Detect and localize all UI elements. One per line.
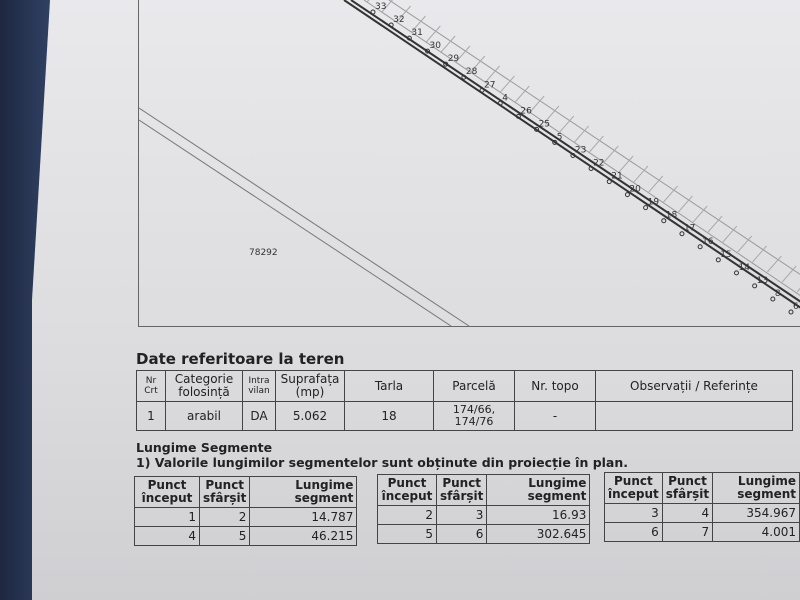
survey-point-label: 17 xyxy=(683,223,696,234)
segment-table-3 xyxy=(604,472,800,542)
header-nr-topo: Nr. topo xyxy=(515,371,596,402)
survey-point-label: 6 xyxy=(793,302,799,312)
cell-nr-crt: 1 xyxy=(137,402,166,431)
segments-subtitle: 1) Valorile lungimilor segmentelor sunt obținute din proiecție în plan. xyxy=(136,455,629,470)
cell-parcela: 174/66, 174/76 xyxy=(434,402,515,431)
hatch-mark xyxy=(723,226,737,242)
header-observatii: Observații / Referințe xyxy=(596,371,793,402)
survey-point-label: 21 xyxy=(611,171,623,182)
segment-header-row xyxy=(605,473,800,504)
survey-point-label: 18 xyxy=(665,210,678,221)
survey-point-label: 29 xyxy=(447,54,460,65)
parcel-boundary-line xyxy=(139,120,451,326)
survey-point-label: 28 xyxy=(465,67,478,78)
hatch-mark xyxy=(426,26,440,42)
survey-point-label: 5 xyxy=(556,132,563,143)
header-punct-sfarsit: Punct sfârșit xyxy=(200,477,250,508)
survey-point-label: 27 xyxy=(484,80,496,91)
cadastral-map xyxy=(138,0,800,327)
segment-table-2 xyxy=(377,474,590,544)
header-parcela: Parcelă xyxy=(434,371,515,402)
survey-point-label: 13 xyxy=(756,275,769,286)
cell-suprafata: 5.062 xyxy=(276,402,345,431)
survey-point-label: 14 xyxy=(738,262,750,273)
teren-section-title: Date referitoare la teren xyxy=(136,350,345,368)
survey-point-label: 15 xyxy=(720,249,732,260)
hatch-mark xyxy=(708,216,722,232)
survey-point-label: 32 xyxy=(393,15,405,26)
segment-row xyxy=(605,523,800,542)
survey-point-label: 25 xyxy=(538,119,551,130)
survey-point-label: 8 xyxy=(774,288,781,299)
teren-data-row xyxy=(137,402,793,431)
segment-row xyxy=(378,506,590,525)
survey-point-label: 22 xyxy=(593,158,605,169)
segment-table-1 xyxy=(134,476,357,546)
hatch-mark xyxy=(441,36,455,52)
teren-table xyxy=(136,370,793,431)
survey-point-label: 33 xyxy=(375,2,387,12)
hatch-mark xyxy=(782,266,796,282)
cell-length: 4.001 xyxy=(713,523,800,542)
hatch-mark xyxy=(693,206,707,222)
header-lungime: Lungime segment xyxy=(487,475,590,506)
segment-row xyxy=(135,508,357,527)
cell-length: 302.645 xyxy=(487,525,590,544)
map-drawing xyxy=(139,0,800,326)
cell-observatii xyxy=(596,402,793,431)
segment-header-row xyxy=(378,475,590,506)
survey-point-label: 31 xyxy=(411,28,423,39)
cell-end: 6 xyxy=(437,525,487,544)
cell-end: 3 xyxy=(437,506,487,525)
parcel-boundary-line xyxy=(139,108,469,326)
survey-point-label: 20 xyxy=(629,184,641,195)
cell-start: 6 xyxy=(605,523,663,542)
cell-length: 16.93 xyxy=(487,506,590,525)
cell-length: 354.967 xyxy=(713,504,800,523)
segment-header-row xyxy=(135,477,357,508)
survey-point-label: 16 xyxy=(702,236,714,247)
header-tarla: Tarla xyxy=(345,371,434,402)
cell-nr-topo: - xyxy=(515,402,596,431)
cell-start: 4 xyxy=(135,527,200,546)
header-punct-sfarsit: Punct sfârșit xyxy=(437,475,487,506)
header-punct-inceput: Punct început xyxy=(605,473,663,504)
header-lungime: Lungime segment xyxy=(713,473,800,504)
hatch-mark xyxy=(738,236,752,252)
cell-categorie: arabil xyxy=(166,402,243,431)
header-punct-inceput: Punct început xyxy=(135,477,200,508)
header-lungime: Lungime segment xyxy=(250,477,357,508)
cell-length: 14.787 xyxy=(250,508,357,527)
cell-end: 2 xyxy=(200,508,250,527)
cell-intravilan: DA xyxy=(243,402,276,431)
segment-row xyxy=(605,504,800,523)
hatch-mark xyxy=(500,76,514,92)
segment-row xyxy=(135,527,357,546)
segments-section xyxy=(136,440,628,470)
survey-point-label: 19 xyxy=(647,197,660,208)
cell-end: 4 xyxy=(662,504,712,523)
survey-point-label: 4 xyxy=(502,93,508,104)
header-categorie: Categorie folosință xyxy=(166,371,243,402)
cell-end: 5 xyxy=(200,527,250,546)
hatch-mark xyxy=(753,246,767,262)
parcel-number-label: 78292 xyxy=(249,248,278,258)
cell-start: 2 xyxy=(378,506,437,525)
header-punct-inceput: Punct început xyxy=(378,475,437,506)
header-intravilan: Intra vilan xyxy=(243,371,276,402)
header-punct-sfarsit: Punct sfârșit xyxy=(662,473,712,504)
teren-header-row xyxy=(137,371,793,402)
segment-row xyxy=(378,525,590,544)
hatch-mark xyxy=(767,256,781,272)
survey-point-label: 26 xyxy=(520,106,532,117)
cell-end: 7 xyxy=(662,523,712,542)
header-nr-crt: Nr Crt xyxy=(137,371,166,402)
header-suprafata: Suprafața (mp) xyxy=(276,371,345,402)
cell-start: 1 xyxy=(135,508,200,527)
cell-start: 3 xyxy=(605,504,663,523)
segments-title: Lungime Segmente xyxy=(136,440,273,455)
cell-start: 5 xyxy=(378,525,437,544)
cell-tarla: 18 xyxy=(345,402,434,431)
survey-point-label: 23 xyxy=(574,145,587,156)
survey-point-label: 30 xyxy=(429,41,441,52)
cell-length: 46.215 xyxy=(250,527,357,546)
